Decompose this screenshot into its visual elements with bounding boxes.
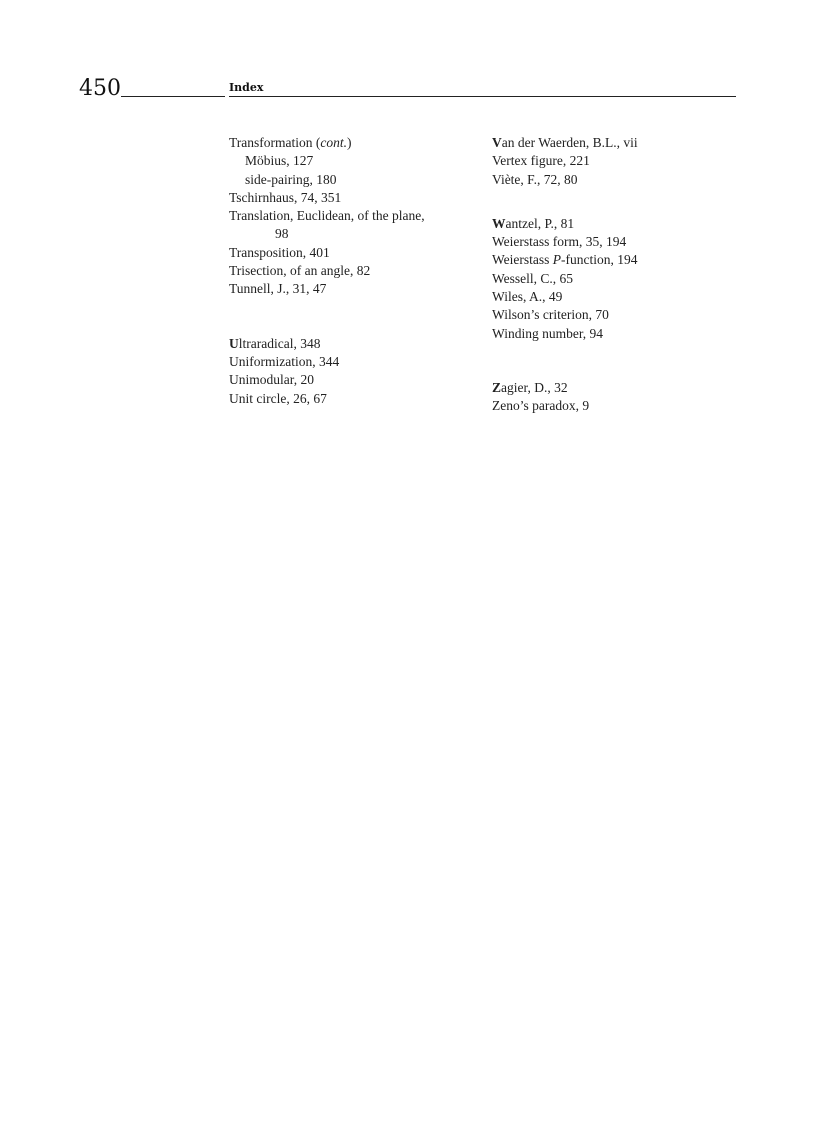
index-entry-translation: Translation, Euclidean, of the plane, xyxy=(229,208,425,224)
index-entry-ultraradical: Ultraradical, 348 xyxy=(229,335,321,351)
index-column-left xyxy=(229,134,469,408)
index-entry-weierstass-form: Weierstass form, 35, 194 xyxy=(492,234,627,250)
index-entry-vertex-figure: Vertex figure, 221 xyxy=(492,153,590,169)
index-entry-tschirnhaus: Tschirnhaus, 74, 351 xyxy=(229,189,342,205)
section-initial-w: W xyxy=(492,215,506,231)
index-subentry-mobius: Möbius, 127 xyxy=(245,153,314,169)
header-rule-right xyxy=(229,96,736,97)
index-entry-trisection: Trisection, of an angle, 82 xyxy=(229,263,371,279)
page-header xyxy=(0,0,816,110)
section-initial-v: V xyxy=(492,135,502,150)
index-entry-transposition: Transposition, 401 xyxy=(229,244,330,260)
index-entry-zeno: Zeno’s paradox, 9 xyxy=(492,398,590,414)
index-entry-unimodular: Unimodular, 20 xyxy=(229,372,314,388)
index-entry-wantzel: Wantzel, P., 81 xyxy=(492,215,575,231)
index-entry-uniformization: Uniformization, 344 xyxy=(229,353,340,369)
index-entry-weierstass-p-function: Weierstass P-function, 194 xyxy=(492,252,638,268)
index-entry-wessell: Wessell, C., 65 xyxy=(492,270,574,286)
index-entry-tunnell: Tunnell, J., 31, 47 xyxy=(229,281,327,297)
index-entry-viete: Viète, F., 72, 80 xyxy=(492,171,578,187)
header-rule-left xyxy=(121,96,225,97)
section-gap xyxy=(229,299,469,335)
index-entry-transformation: Transformation (cont.) xyxy=(229,135,352,150)
index-entry-zagier: Zagier, D., 32 xyxy=(492,379,568,395)
index-subentry-side-pairing: side-pairing, 180 xyxy=(245,171,337,187)
section-gap xyxy=(492,343,732,379)
cont-marker: cont. xyxy=(320,135,347,150)
index-entry-unit-circle: Unit circle, 26, 67 xyxy=(229,390,327,406)
page-number: 450 xyxy=(79,76,121,101)
section-gap xyxy=(492,189,732,215)
index-entry-wilson: Wilson’s criterion, 70 xyxy=(492,307,609,323)
index-column-right xyxy=(492,134,732,416)
section-initial-u: U xyxy=(229,335,239,351)
index-entry-winding-number: Winding number, 94 xyxy=(492,325,604,341)
running-title: Index xyxy=(229,81,264,94)
index-entry-wiles: Wiles, A., 49 xyxy=(492,289,563,305)
section-initial-z: Z xyxy=(492,379,502,395)
index-entry-van-der-waerden: Van der Waerden, B.L., vii xyxy=(492,135,638,150)
index-entry-translation-page: 98 xyxy=(275,226,289,242)
